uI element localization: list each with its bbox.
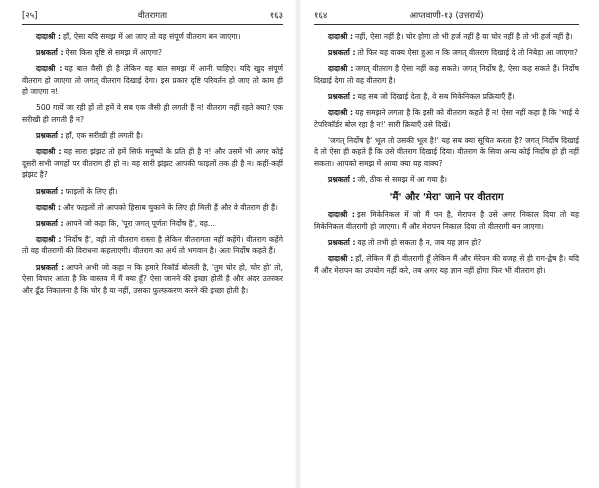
- speaker-label: दादाश्री :: [36, 147, 62, 157]
- paragraph: [314, 253, 579, 276]
- paragraph-text: आपने अभी जो कहा न कि हमारे रिकॉर्ड बोलती है, 'तुम चोर हो, चोर हो' तो, ऐसा विचार आता है कि वास्तव में मैं क्या हूँ? ऐसा जानने की इच्छा होती है और अंदर उतरकर और ढूँढ निकालना है कि चोर है या नहीं, उसका फ़ुल्फ़करण करने की इच्छा होती है।: [22, 262, 283, 295]
- paragraph-text: और फाइलों तो आपको हिसाब चुकाने के लिए ही मिली हैं और वे वीतराग ही हैं।: [63, 202, 278, 212]
- paragraph-text: तो फिर यह वाक्य ऐसा हुआ न कि जगत् वीतराग दिखाई दे तो निबेड़ा आ जाएगा?: [357, 48, 578, 58]
- speaker-label: प्रश्नकर्ता :: [36, 131, 64, 141]
- speaker-label: प्रश्नकर्ता :: [328, 237, 356, 247]
- paragraph: [314, 91, 579, 103]
- paragraph-text: यह सब जो दिखाई देता है, वे सब मिकेनिकल प्रक्रियाएँ हैं।: [357, 91, 515, 101]
- paragraph: [22, 63, 283, 98]
- paragraph-text: हाँ, लेकिन मैं ही वीतरागी हूँ लेकिन मैं और मेरेपन की वजह से ही राग-द्वेष है। यदि मैं और मेरापन का उपयोग नहीं करे, तब अगर यह ज्ञान नहीं होगा फिर भी वीतराग हो।: [314, 253, 580, 275]
- paragraph: [22, 102, 283, 125]
- paragraph: [22, 146, 283, 181]
- paragraph-text: हाँ, ऐसा यदि समझ में आ जाए तो वह संपूर्ण वीतराग बन जाएगा।: [63, 32, 241, 41]
- paragraph-text: वह तो तभी हो सकता है न, जब यह ज्ञान हो?: [357, 237, 482, 247]
- running-title: आप्तवाणी-१३ (उत्तरार्ध): [409, 11, 484, 21]
- speaker-label: दादाश्री :: [328, 253, 354, 263]
- speaker-label: प्रश्नकर्ता :: [328, 48, 356, 58]
- paragraph: [314, 31, 579, 43]
- speaker-label: दादाश्री :: [36, 202, 62, 212]
- paragraph-text: 'जगत् निर्दोष है' भूल तो उसकी भूल है!' यह सब क्या सूचित करता है? जगत् निर्दोष दिखाई दे तो ऐसा ही कहते हैं कि उसे वीतराग दिखाई दिया। वीतराग के सिवा अन्य कोई निर्दोष हो ही नहीं सकता। आपको समझ में आया क्या यह वाक्य?: [314, 135, 579, 168]
- paragraph: [314, 174, 579, 186]
- speaker-label: प्रश्नकर्ता :: [36, 262, 65, 272]
- paragraph: [314, 209, 579, 232]
- paragraph: [22, 31, 283, 43]
- speaker-label: दादाश्री :: [328, 210, 355, 220]
- paragraph-text: 'निर्दोष है', वही तो वीतराग रास्ता है लेकिन वीतरागता नहीं कहेंगे। वीतराग कहेंगे तो वह वीतरागों की विराधना कहलाएगी। वीतराग का अर्थ तो भगवान है। अतः निर्दोष कहते हैं।: [22, 234, 283, 256]
- speaker-label: दादाश्री :: [328, 64, 354, 74]
- paragraph: [22, 262, 283, 297]
- paragraph: [314, 47, 579, 59]
- paragraph-group: [314, 209, 579, 276]
- paragraph: [22, 234, 283, 257]
- speaker-label: दादाश्री :: [328, 107, 354, 117]
- speaker-label: प्रश्नकर्ता :: [328, 91, 356, 101]
- chapter-number: [२५]: [22, 11, 38, 21]
- speaker-label: दादाश्री :: [36, 32, 62, 41]
- paragraph-text: इस मिकेनिकल में जो मैं पन है, मेरापन है उसे अगर निकाल दिया तो यह मिकेनिकल वीतरागी हो जाएगा। मैं और मेरापन निकाल दिया तो वीतरागी बन जाएगा।: [314, 210, 579, 231]
- right-page-body: [314, 31, 579, 276]
- speaker-label: प्रश्नकर्ता :: [328, 174, 356, 184]
- paragraph-text: आपने जो कहा कि, 'पूरा जगत् पूर्णतः निर्दोष है', वह...: [65, 218, 216, 228]
- paragraph: [22, 186, 283, 198]
- paragraph-text: यह समझने लगता है कि इसी को वीतराग कहते हैं न! ऐसा नहीं कहा है कि 'भाई ये टेपरिकॉर्डर बोल रहा है न!' सारी क्रियाएँ उसे दिखें।: [314, 107, 579, 129]
- paragraph-text: ऐसा किस दृष्टि से समझ में आएगा?: [65, 48, 162, 58]
- left-page-header: [22, 8, 283, 25]
- running-title: वीतरागता: [137, 11, 168, 21]
- speaker-label: दादाश्री :: [36, 234, 62, 244]
- right-page-header: [314, 8, 579, 25]
- paragraph: [22, 47, 283, 59]
- paragraph-text: हाँ, एक सरीखी ही लगती है।: [65, 131, 144, 141]
- page-number: १६३: [269, 11, 283, 21]
- paragraph-text: जी, ठीक से समझ में आ गया है।: [357, 174, 448, 184]
- paragraph-group: [314, 31, 579, 186]
- paragraph-text: फाइलों के लिए ही।: [65, 186, 118, 196]
- paragraph: [22, 218, 283, 230]
- speaker-label: दादाश्री :: [328, 32, 354, 41]
- right-page: [304, 0, 599, 488]
- speaker-label: प्रश्नकर्ता :: [36, 48, 64, 58]
- left-page: [0, 0, 291, 488]
- paragraph: [314, 63, 579, 86]
- paragraph: [314, 237, 579, 249]
- paragraph-text: जगत् वीतराग है ऐसा नहीं कह सकते। जगत् निर्दोष है, ऐसा कह सकते हैं। निर्दोष दिखाई देगा तो वह वीतराग है।: [314, 64, 579, 85]
- book-gutter: [294, 0, 302, 488]
- paragraph-text: 500 गायें जा रही हों तो हमें वे सब एक जैसी ही लगती हैं न! वीतराग नहीं रहते क्या? एक सरीखी ही लगती हैं न?: [22, 103, 283, 125]
- paragraph: [22, 202, 283, 214]
- paragraph: [22, 130, 283, 142]
- paragraph-text: नहीं, ऐसा नहीं है। चोर होगा तो भी हर्ज नहीं है या चोर नहीं है तो भी हर्ज नहीं है।: [355, 32, 573, 41]
- paragraph-text: यह सारा झंझट तो हमें सिर्फ मनुष्यों के प्रति ही है न! और उसमें भी अगर कोई दूसरी सभी जगहों पर वीतराग ही हो न। यह सारी झंझट आपकी फाइलों तक ही है न। कहीं-कहीं झंझट है?: [22, 147, 283, 180]
- paragraph-text: यह बात वैसी ही है लेकिन वह बात समझ में आनी चाहिए। यदि खुद संपूर्ण वीतराग हो जाएगा तो जगत् वीतराग दिखाई देगा। इस प्रकार दृष्टि परिवर्तन हो जाए तो काम ही हो जाएगा न!: [22, 64, 284, 97]
- speaker-label: प्रश्नकर्ता :: [36, 218, 64, 228]
- speaker-label: प्रश्नकर्ता :: [36, 186, 64, 196]
- page-number: १६४: [314, 11, 328, 21]
- paragraph: [314, 107, 579, 130]
- speaker-label: दादाश्री :: [36, 64, 63, 74]
- left-page-body: [22, 31, 283, 296]
- paragraph: [314, 135, 579, 170]
- section-heading: 'मैं' और 'मेरा' जाने पर वीतराग: [389, 191, 504, 203]
